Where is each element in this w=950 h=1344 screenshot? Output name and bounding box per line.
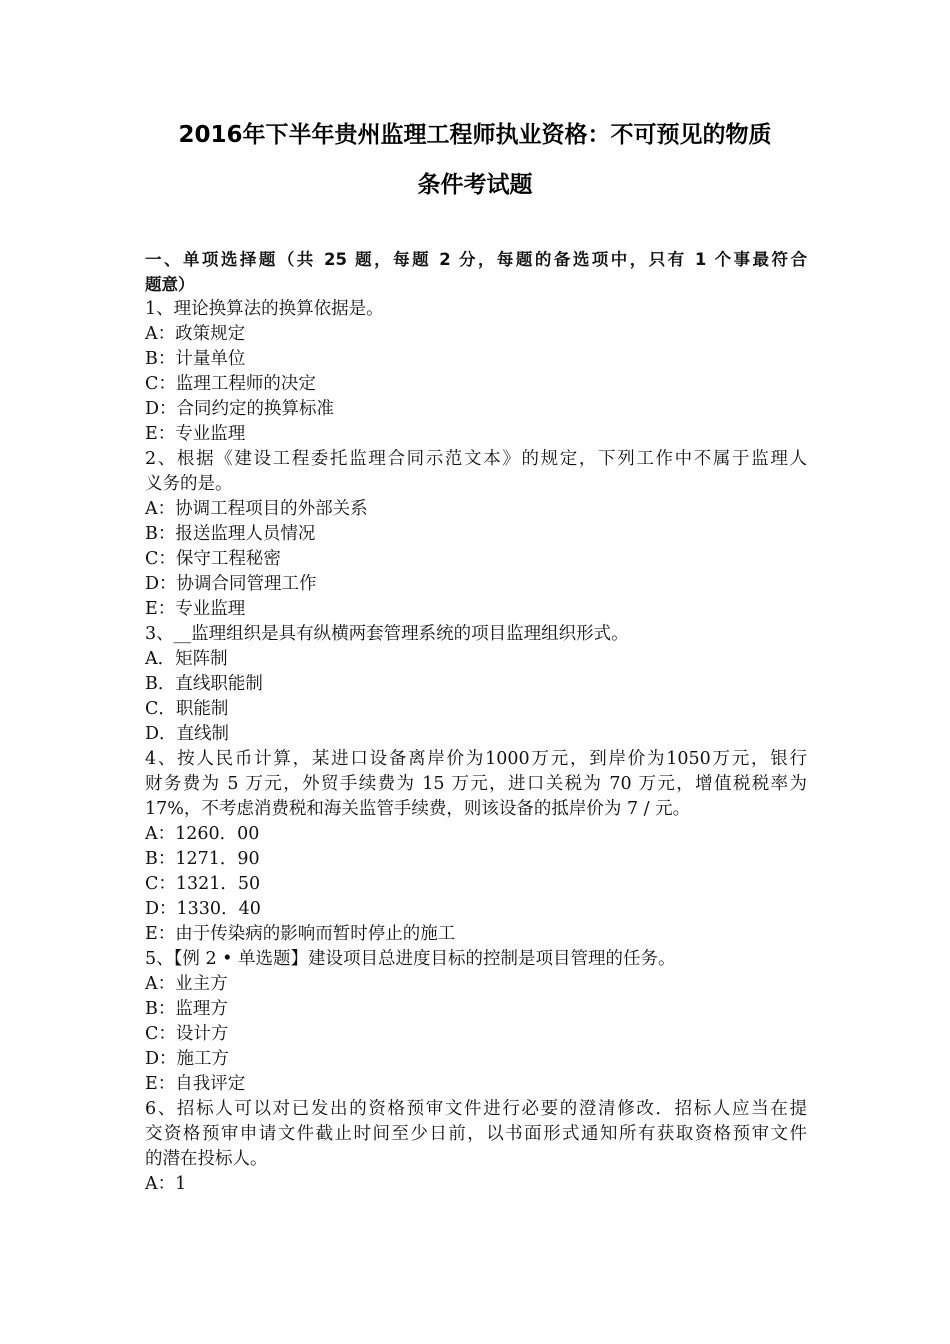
question-1-option-d: D：合同约定的换算标准	[145, 399, 335, 419]
question-4-option-e: E：由于传染病的影响而暂时停止的施工	[145, 924, 456, 944]
question-5-option-c: C：设计方	[145, 1024, 229, 1044]
question-5-option-b: B：监理方	[145, 999, 228, 1019]
document-body	[145, 247, 807, 1197]
section-heading: 一、单项选择题（共 25 题，每题 2 分，每题的备选项中，只有 1 个事最符合	[145, 250, 807, 269]
question-4-continued-1: 财务费为 5 万元，外贸手续费为 15 万元，进口关税为 70 万元，增值税税率为	[145, 774, 807, 794]
question-5-option-e: E：自我评定	[145, 1074, 246, 1094]
question-2-option-c: C：保守工程秘密	[145, 549, 281, 569]
question-2: 2、根据《建设工程委托监理合同示范文本》的规定，下列工作中不属于监理人	[145, 449, 807, 469]
question-3-option-d: D．直线制	[145, 724, 230, 744]
question-3-option-b: B．直线职能制	[145, 674, 263, 694]
document-title-line-2: 条件考试题	[417, 172, 533, 198]
question-2-option-a: A：协调工程项目的外部关系	[145, 499, 368, 519]
question-1-option-b: B：计量单位	[145, 349, 246, 369]
question-4: 4、按人民币计算，某进口设备离岸价为1000万元，到岸价为1050万元，银行	[145, 749, 807, 769]
question-2-option-d: D：协调合同管理工作	[145, 574, 317, 594]
question-1: 1、理论换算法的换算依据是。	[145, 299, 384, 319]
question-4-option-d: D：1330．40	[145, 899, 261, 919]
question-5-option-d: D：施工方	[145, 1049, 230, 1069]
question-1-option-a: A：政策规定	[145, 324, 246, 344]
question-4-option-c: C：1321．50	[145, 874, 261, 894]
question-3-option-c: C．职能制	[145, 699, 229, 719]
question-2-option-b: B：报送监理人员情况	[145, 524, 316, 544]
question-6-option-a: A：1	[145, 1174, 187, 1194]
question-2-continued: 义务的是。	[145, 474, 233, 494]
question-4-option-a: A：1260．00	[145, 824, 260, 844]
question-6: 6、招标人可以对已发出的资格预审文件进行必要的澄清修改．招标人应当在提	[145, 1099, 807, 1119]
question-2-option-e: E：专业监理	[145, 599, 246, 619]
question-4-option-b: B：1271．90	[145, 849, 260, 869]
question-1-option-c: C：监理工程师的决定	[145, 374, 316, 394]
question-1-option-e: E：专业监理	[145, 424, 246, 444]
section-heading-continued: 题意）	[145, 275, 195, 294]
question-6-continued-2: 的潜在投标人。	[145, 1149, 268, 1169]
question-3-option-a: A．矩阵制	[145, 649, 228, 669]
question-5: 5、【例 2 • 单选题】建设项目总进度目标的控制是项目管理的任务。	[145, 949, 676, 969]
question-6-continued-1: 交资格预审申请文件截止时间至少日前，以书面形式通知所有获取资格预审文件	[145, 1124, 807, 1144]
question-3: 3、__监理组织是具有纵横两套管理系统的项目监理组织形式。	[145, 624, 629, 644]
question-5-option-a: A：业主方	[145, 974, 228, 994]
question-4-continued-2: 17%，不考虑消费税和海关监管手续费，则该设备的抵岸价为 7 / 元。	[145, 799, 691, 819]
document-title-line-1: 2016年下半年贵州监理工程师执业资格：不可预见的物质	[178, 122, 772, 148]
